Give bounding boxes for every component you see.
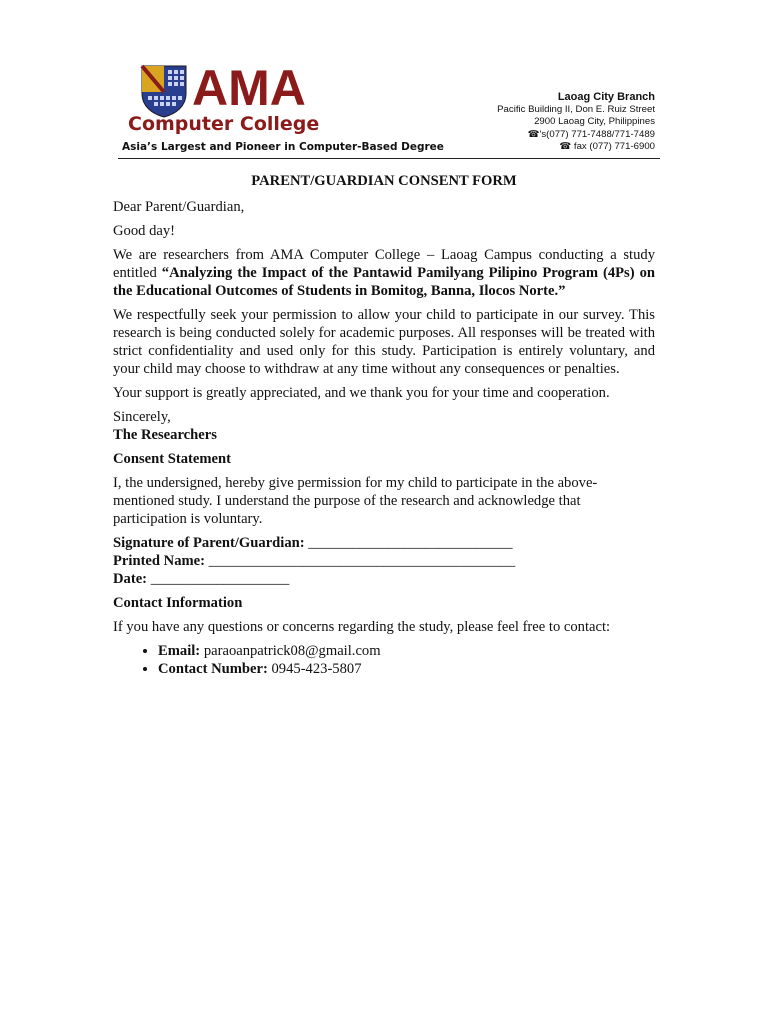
email-value[interactable]: paraoanpatrick08@gmail.com — [203, 643, 381, 659]
address-line-1: Pacific Building II, Don E. Ruiz Street — [497, 104, 655, 115]
ama-logo — [118, 60, 448, 156]
signoff: The Researchers — [113, 427, 217, 443]
number-value: 0945-423-5807 — [271, 661, 362, 677]
printed-name-label: Printed Name: — [113, 553, 205, 569]
consent-statement: I, the undersigned, hereby give permission for my child to participate in the above-mentioned study. I understand the purpose of the research and acknowledge that participation is voluntary. — [113, 475, 598, 527]
salutation: Dear Parent/Guardian, — [113, 199, 245, 215]
branch-name: Laoag City Branch — [557, 91, 655, 103]
greeting: Good day! — [113, 223, 176, 239]
printed-name-line: __________________________________________ — [208, 553, 516, 569]
address-line-2: 2900 Laoag City, Philippines — [534, 116, 655, 128]
intro-paragraph — [113, 246, 655, 300]
shield-icon — [140, 64, 188, 118]
letter-body — [113, 172, 655, 678]
signature-line: ____________________________ — [308, 535, 513, 551]
contact-email — [158, 642, 655, 660]
signature-field[interactable] — [113, 534, 655, 552]
contact-number — [158, 660, 655, 678]
number-label: Contact Number: — [158, 661, 268, 677]
thanks-paragraph: Your support is greatly appreciated, and we thank you for your time and cooperation. — [113, 385, 610, 401]
date-field[interactable] — [113, 570, 655, 588]
signature-label: Signature of Parent/Guardian: — [113, 535, 305, 551]
permission-paragraph: We respectfully seek your permission to allow your child to participate in our survey. This research is being conducted solely for academic purposes. All responses will be treated with strict confidentiality and used only for this study. Participation is entirely voluntary, and your child may choose to withdraw at any time without any consequences or penalties. — [113, 307, 655, 377]
consent-heading: Consent Statement — [113, 451, 231, 467]
form-title: PARENT/GUARDIAN CONSENT FORM — [251, 173, 517, 189]
college-tagline: Asia’s Largest and Pioneer in Computer-Based Degree — [122, 141, 444, 153]
intro-text: We are researchers from AMA Computer College – Laoag Campus conducting a study entitled — [113, 247, 655, 281]
contact-heading: Contact Information — [113, 595, 243, 611]
date-line: ___________________ — [150, 571, 290, 587]
ama-logo-text: AMA — [192, 60, 306, 116]
contact-list — [113, 642, 655, 678]
email-label: Email: — [158, 643, 201, 659]
branch-address — [497, 90, 655, 153]
letterhead — [118, 60, 660, 160]
college-name: Computer College — [128, 113, 320, 135]
study-title: “Analyzing the Impact of the Pantawid Pamilyang Pilipino Program (4Ps) on the Educational Outcomes of Students in Bomitog, Banna, Ilocos Norte.” — [113, 265, 656, 299]
date-label: Date: — [113, 571, 148, 587]
phone-number: ☎'s(077) 771-7488/771-7489 — [527, 128, 655, 140]
contact-intro: If you have any questions or concerns regarding the study, please feel free to contact: — [113, 619, 611, 635]
closing: Sincerely, — [113, 409, 171, 425]
printed-name-field[interactable] — [113, 552, 655, 570]
fax-number: ☎ fax (077) 771-6900 — [559, 140, 655, 152]
header-divider — [118, 158, 660, 159]
